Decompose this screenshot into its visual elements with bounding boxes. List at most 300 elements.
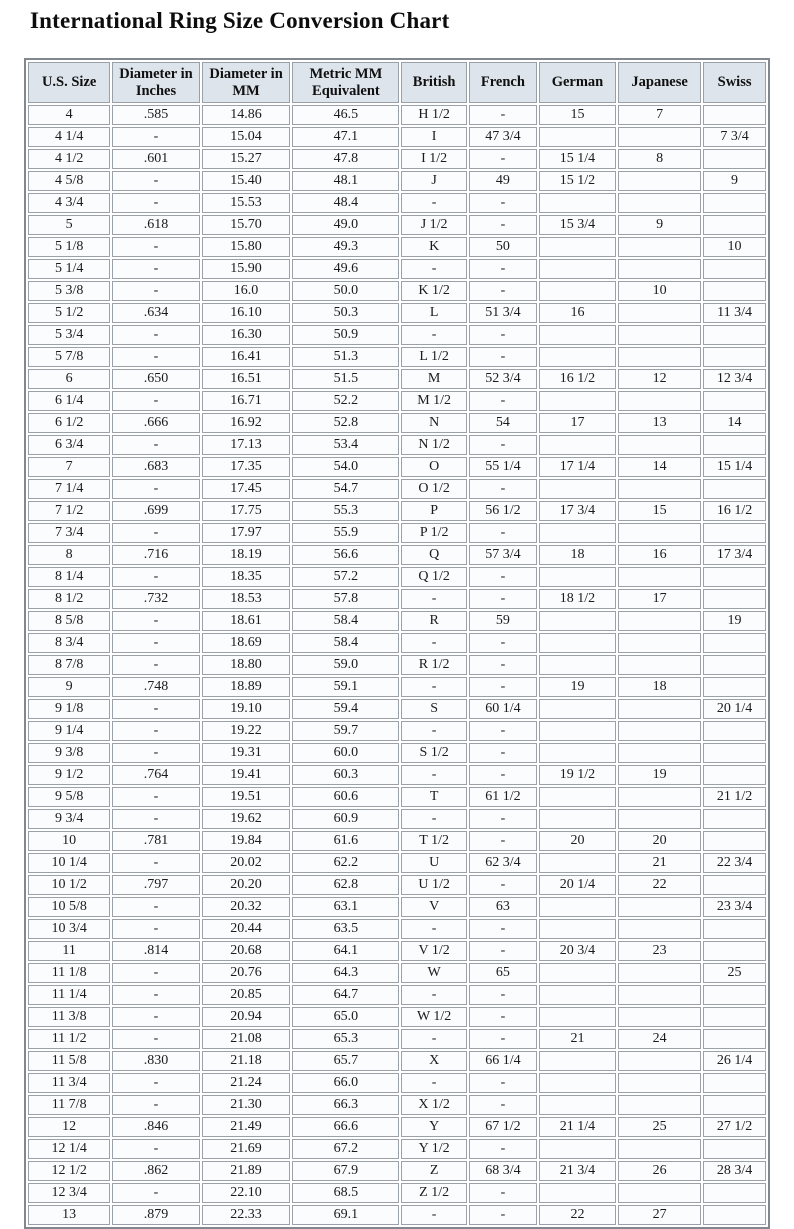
cell: - — [469, 1095, 537, 1115]
cell: 65.0 — [292, 1007, 399, 1027]
cell: - — [112, 325, 199, 345]
cell: L — [401, 303, 467, 323]
cell: 17 — [539, 413, 616, 433]
cell: 63.5 — [292, 919, 399, 939]
table-row — [28, 391, 766, 411]
cell: 20 1/4 — [703, 699, 766, 719]
cell: - — [469, 215, 537, 235]
table-row — [28, 501, 766, 521]
cell: 59.1 — [292, 677, 399, 697]
cell: 5 3/8 — [28, 281, 110, 301]
cell — [703, 1007, 766, 1027]
cell: - — [112, 435, 199, 455]
table-row — [28, 127, 766, 147]
cell: 64.7 — [292, 985, 399, 1005]
cell: - — [469, 1007, 537, 1027]
cell: X — [401, 1051, 467, 1071]
cell: 46.5 — [292, 105, 399, 125]
cell: 16 1/2 — [539, 369, 616, 389]
cell: 65 — [469, 963, 537, 983]
cell: .781 — [112, 831, 199, 851]
cell: .683 — [112, 457, 199, 477]
cell: 57.8 — [292, 589, 399, 609]
cell: 62 3/4 — [469, 853, 537, 873]
table-row — [28, 1051, 766, 1071]
table-row — [28, 853, 766, 873]
cell — [703, 193, 766, 213]
cell: 13 — [28, 1205, 110, 1225]
cell: - — [469, 941, 537, 961]
cell — [703, 743, 766, 763]
cell: 18.89 — [202, 677, 291, 697]
cell: 11 1/8 — [28, 963, 110, 983]
cell: 15.04 — [202, 127, 291, 147]
column-header: Japanese — [618, 62, 701, 103]
cell: - — [112, 963, 199, 983]
cell: - — [112, 611, 199, 631]
cell: Y 1/2 — [401, 1139, 467, 1159]
cell: 8 5/8 — [28, 611, 110, 631]
table-row — [28, 1205, 766, 1225]
cell: 10 — [703, 237, 766, 257]
cell — [539, 325, 616, 345]
table-row — [28, 963, 766, 983]
cell — [703, 809, 766, 829]
cell: 67.2 — [292, 1139, 399, 1159]
cell: Z — [401, 1161, 467, 1181]
cell: - — [112, 259, 199, 279]
cell: 51 3/4 — [469, 303, 537, 323]
cell — [539, 1073, 616, 1093]
cell: L 1/2 — [401, 347, 467, 367]
cell: .830 — [112, 1051, 199, 1071]
cell: - — [469, 567, 537, 587]
cell: - — [401, 1073, 467, 1093]
cell: 22 — [539, 1205, 616, 1225]
cell: 63 — [469, 897, 537, 917]
cell: 17.13 — [202, 435, 291, 455]
cell: Z 1/2 — [401, 1183, 467, 1203]
table-row — [28, 809, 766, 829]
cell: 11 1/4 — [28, 985, 110, 1005]
cell: 59.0 — [292, 655, 399, 675]
cell: 62.2 — [292, 853, 399, 873]
cell — [618, 787, 701, 807]
table-row — [28, 765, 766, 785]
cell — [618, 611, 701, 631]
cell: 19.22 — [202, 721, 291, 741]
cell — [539, 743, 616, 763]
cell: - — [401, 1205, 467, 1225]
cell: N — [401, 413, 467, 433]
cell: 22.33 — [202, 1205, 291, 1225]
cell — [703, 941, 766, 961]
cell — [618, 479, 701, 499]
cell: - — [401, 325, 467, 345]
cell: 18 1/2 — [539, 589, 616, 609]
cell: - — [401, 589, 467, 609]
cell: - — [112, 721, 199, 741]
cell: 20.68 — [202, 941, 291, 961]
cell: 64.3 — [292, 963, 399, 983]
cell: 20 — [539, 831, 616, 851]
cell: 9 3/4 — [28, 809, 110, 829]
ring-size-conversion-table — [24, 58, 770, 1229]
cell — [618, 1095, 701, 1115]
cell: 11 7/8 — [28, 1095, 110, 1115]
cell: 15.53 — [202, 193, 291, 213]
cell — [618, 391, 701, 411]
cell: - — [112, 281, 199, 301]
cell — [618, 1007, 701, 1027]
cell: 17 1/4 — [539, 457, 616, 477]
cell: 64.1 — [292, 941, 399, 961]
cell: - — [469, 677, 537, 697]
cell: 47.8 — [292, 149, 399, 169]
table-row — [28, 303, 766, 323]
cell: 13 — [618, 413, 701, 433]
cell: - — [112, 347, 199, 367]
cell: 15 — [618, 501, 701, 521]
cell: 14.86 — [202, 105, 291, 125]
cell: U 1/2 — [401, 875, 467, 895]
cell — [539, 853, 616, 873]
cell: - — [401, 765, 467, 785]
cell — [618, 523, 701, 543]
cell: - — [469, 1183, 537, 1203]
cell: 12 3/4 — [703, 369, 766, 389]
cell — [703, 523, 766, 543]
cell — [703, 765, 766, 785]
cell: - — [469, 809, 537, 829]
cell — [703, 391, 766, 411]
table-row — [28, 325, 766, 345]
table-row — [28, 941, 766, 961]
cell: 15.27 — [202, 149, 291, 169]
table-row — [28, 523, 766, 543]
table-row — [28, 347, 766, 367]
cell: - — [112, 743, 199, 763]
cell: 21.69 — [202, 1139, 291, 1159]
cell: 51.3 — [292, 347, 399, 367]
cell: 57.2 — [292, 567, 399, 587]
table-row — [28, 105, 766, 125]
cell: 55 1/4 — [469, 457, 537, 477]
cell: 21.30 — [202, 1095, 291, 1115]
cell: 20.20 — [202, 875, 291, 895]
cell: 17 — [618, 589, 701, 609]
cell: 5 1/8 — [28, 237, 110, 257]
cell: - — [401, 193, 467, 213]
cell: - — [401, 919, 467, 939]
cell: 59.7 — [292, 721, 399, 741]
cell: 47 3/4 — [469, 127, 537, 147]
cell: K — [401, 237, 467, 257]
cell: - — [469, 105, 537, 125]
cell: 21 1/4 — [539, 1117, 616, 1137]
cell: 17.35 — [202, 457, 291, 477]
cell: R — [401, 611, 467, 631]
table-row — [28, 457, 766, 477]
table-row — [28, 677, 766, 697]
cell — [539, 633, 616, 653]
cell: - — [112, 237, 199, 257]
cell: 16 1/2 — [703, 501, 766, 521]
cell: - — [469, 1139, 537, 1159]
cell: .748 — [112, 677, 199, 697]
table-row — [28, 787, 766, 807]
cell: - — [112, 193, 199, 213]
column-header: U.S. Size — [28, 62, 110, 103]
cell — [539, 721, 616, 741]
cell: 8 3/4 — [28, 633, 110, 653]
cell: - — [469, 655, 537, 675]
cell: V — [401, 897, 467, 917]
cell: 65.7 — [292, 1051, 399, 1071]
cell: 59.4 — [292, 699, 399, 719]
cell: P 1/2 — [401, 523, 467, 543]
cell: 48.1 — [292, 171, 399, 191]
cell: 16.51 — [202, 369, 291, 389]
cell — [618, 303, 701, 323]
cell: 8 — [28, 545, 110, 565]
cell: 50.9 — [292, 325, 399, 345]
cell: 68 3/4 — [469, 1161, 537, 1181]
cell — [539, 963, 616, 983]
cell — [618, 721, 701, 741]
cell — [539, 1183, 616, 1203]
cell: 10 1/2 — [28, 875, 110, 895]
cell: 66 1/4 — [469, 1051, 537, 1071]
cell: .699 — [112, 501, 199, 521]
cell: 11 5/8 — [28, 1051, 110, 1071]
cell: 15 1/4 — [703, 457, 766, 477]
cell: 8 1/4 — [28, 567, 110, 587]
cell — [539, 1139, 616, 1159]
cell: J — [401, 171, 467, 191]
cell: 7 — [28, 457, 110, 477]
cell: 26 1/4 — [703, 1051, 766, 1071]
table-row — [28, 413, 766, 433]
cell: 52 3/4 — [469, 369, 537, 389]
cell: 63.1 — [292, 897, 399, 917]
cell: 60 1/4 — [469, 699, 537, 719]
cell — [703, 633, 766, 653]
cell: 11 3/8 — [28, 1007, 110, 1027]
cell: 26 — [618, 1161, 701, 1181]
cell: 18.61 — [202, 611, 291, 631]
cell — [703, 655, 766, 675]
cell — [539, 259, 616, 279]
cell: 16.41 — [202, 347, 291, 367]
cell — [618, 1051, 701, 1071]
table-row — [28, 281, 766, 301]
cell: 5 — [28, 215, 110, 235]
cell: - — [112, 633, 199, 653]
table-row — [28, 1161, 766, 1181]
cell: 17.97 — [202, 523, 291, 543]
cell — [539, 567, 616, 587]
cell: 27 — [618, 1205, 701, 1225]
cell: - — [112, 479, 199, 499]
table-row — [28, 149, 766, 169]
cell: - — [469, 149, 537, 169]
cell: T — [401, 787, 467, 807]
table-row — [28, 985, 766, 1005]
cell — [539, 699, 616, 719]
cell — [618, 127, 701, 147]
cell: J 1/2 — [401, 215, 467, 235]
cell: - — [112, 1095, 199, 1115]
cell: 18 — [618, 677, 701, 697]
cell: 10 — [618, 281, 701, 301]
cell: - — [401, 677, 467, 697]
cell — [618, 435, 701, 455]
cell: 5 1/4 — [28, 259, 110, 279]
cell: 20.94 — [202, 1007, 291, 1027]
cell: 61.6 — [292, 831, 399, 851]
cell — [703, 677, 766, 697]
cell: 9 1/4 — [28, 721, 110, 741]
cell: 4 5/8 — [28, 171, 110, 191]
table-header-row — [28, 62, 766, 103]
table-row — [28, 589, 766, 609]
table-body — [28, 105, 766, 1225]
cell: 60.0 — [292, 743, 399, 763]
cell: - — [112, 809, 199, 829]
cell: T 1/2 — [401, 831, 467, 851]
cell: - — [469, 259, 537, 279]
cell: 17 3/4 — [703, 545, 766, 565]
table-row — [28, 237, 766, 257]
cell: O — [401, 457, 467, 477]
cell — [703, 1183, 766, 1203]
cell: 48.4 — [292, 193, 399, 213]
cell: 50 — [469, 237, 537, 257]
cell: 20.44 — [202, 919, 291, 939]
column-header: Diameter in MM — [202, 62, 291, 103]
cell — [618, 963, 701, 983]
cell: - — [112, 171, 199, 191]
cell: 21 3/4 — [539, 1161, 616, 1181]
cell: .650 — [112, 369, 199, 389]
cell — [618, 193, 701, 213]
cell: 50.3 — [292, 303, 399, 323]
cell: - — [469, 281, 537, 301]
cell — [539, 237, 616, 257]
table-row — [28, 193, 766, 213]
cell: 19 — [703, 611, 766, 631]
column-header: Metric MM Equivalent — [292, 62, 399, 103]
cell: 20.32 — [202, 897, 291, 917]
cell — [703, 259, 766, 279]
cell: 12 — [618, 369, 701, 389]
cell: 20.76 — [202, 963, 291, 983]
cell: 21 1/2 — [703, 787, 766, 807]
cell — [618, 347, 701, 367]
cell: 10 5/8 — [28, 897, 110, 917]
cell — [539, 809, 616, 829]
cell: 6 — [28, 369, 110, 389]
column-header: Swiss — [703, 62, 766, 103]
cell: 21.24 — [202, 1073, 291, 1093]
cell — [539, 897, 616, 917]
cell: 57 3/4 — [469, 545, 537, 565]
cell: 54 — [469, 413, 537, 433]
cell: U — [401, 853, 467, 873]
cell: 19 — [539, 677, 616, 697]
cell: 16.10 — [202, 303, 291, 323]
cell: 23 3/4 — [703, 897, 766, 917]
table-row — [28, 1139, 766, 1159]
cell: M — [401, 369, 467, 389]
cell: 49.3 — [292, 237, 399, 257]
cell — [618, 743, 701, 763]
cell: - — [469, 875, 537, 895]
cell: 19.41 — [202, 765, 291, 785]
cell — [703, 479, 766, 499]
cell: - — [112, 919, 199, 939]
cell: 16.0 — [202, 281, 291, 301]
cell: .797 — [112, 875, 199, 895]
page-title: International Ring Size Conversion Chart — [30, 8, 450, 33]
cell: - — [401, 809, 467, 829]
table-row — [28, 897, 766, 917]
table-row — [28, 435, 766, 455]
cell: 17.45 — [202, 479, 291, 499]
cell: 49.6 — [292, 259, 399, 279]
cell: - — [469, 765, 537, 785]
cell: 16 — [618, 545, 701, 565]
cell: 20 1/4 — [539, 875, 616, 895]
cell: 12 1/2 — [28, 1161, 110, 1181]
cell — [618, 1139, 701, 1159]
cell — [618, 237, 701, 257]
cell: 15.80 — [202, 237, 291, 257]
cell: - — [469, 325, 537, 345]
cell — [703, 215, 766, 235]
cell — [539, 523, 616, 543]
cell: 19 1/2 — [539, 765, 616, 785]
cell: 22.10 — [202, 1183, 291, 1203]
cell: - — [469, 391, 537, 411]
cell — [618, 655, 701, 675]
cell: 25 — [703, 963, 766, 983]
cell: X 1/2 — [401, 1095, 467, 1115]
cell: 65.3 — [292, 1029, 399, 1049]
cell: 23 — [618, 941, 701, 961]
cell: W — [401, 963, 467, 983]
cell: .618 — [112, 215, 199, 235]
cell: H 1/2 — [401, 105, 467, 125]
cell — [703, 875, 766, 895]
table-row — [28, 215, 766, 235]
cell — [618, 633, 701, 653]
table-row — [28, 479, 766, 499]
cell: 49 — [469, 171, 537, 191]
cell: - — [401, 259, 467, 279]
cell — [703, 149, 766, 169]
cell: 18.80 — [202, 655, 291, 675]
cell: 10 3/4 — [28, 919, 110, 939]
cell: 5 3/4 — [28, 325, 110, 345]
cell: - — [112, 127, 199, 147]
cell — [618, 809, 701, 829]
cell — [618, 171, 701, 191]
cell: - — [112, 1073, 199, 1093]
cell: 55.9 — [292, 523, 399, 543]
cell: 8 — [618, 149, 701, 169]
